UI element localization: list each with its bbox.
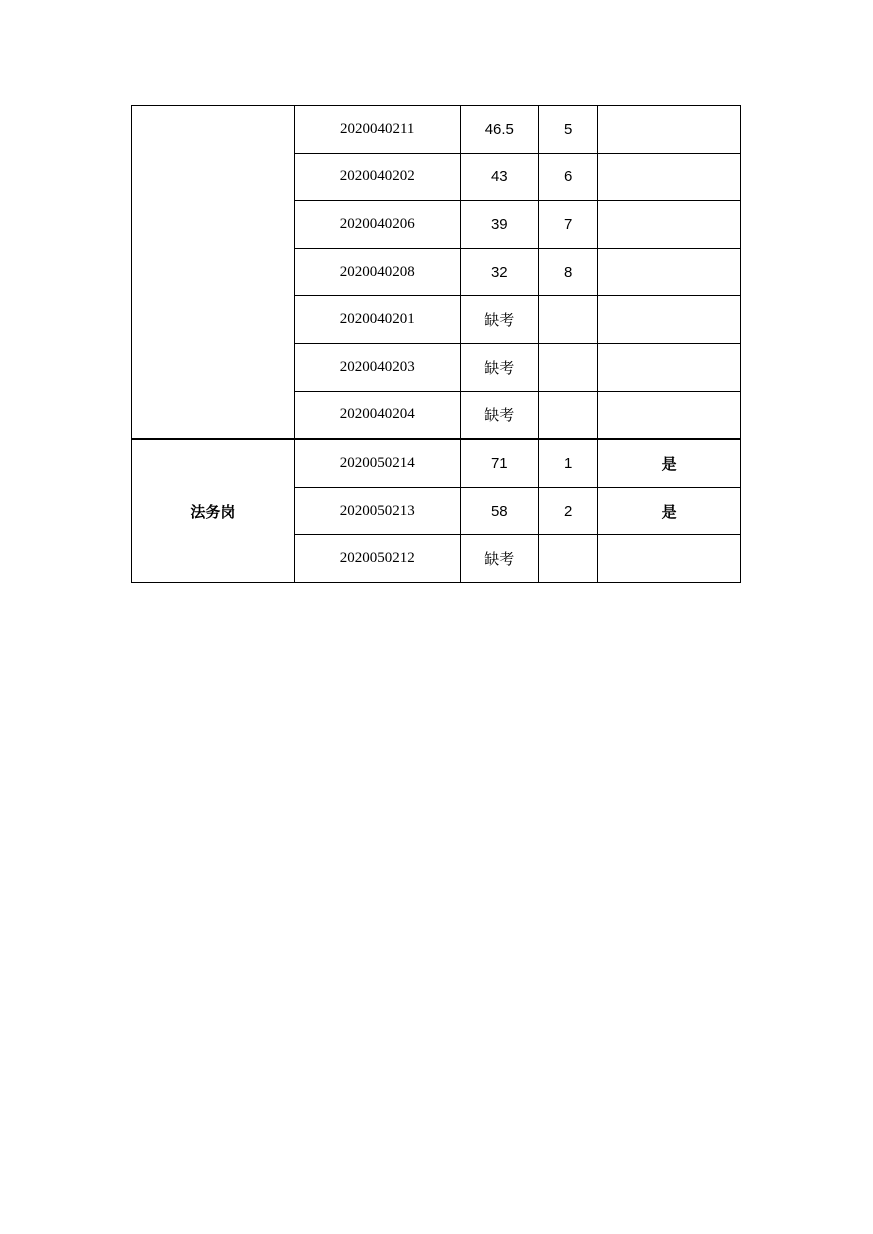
- candidate-id-cell: 2020040204: [294, 391, 460, 439]
- post-name-cell: [132, 106, 295, 440]
- candidate-id-cell: 2020040203: [294, 343, 460, 391]
- score-cell: 缺考: [460, 296, 538, 344]
- rank-cell: [538, 296, 597, 344]
- score-cell: 32: [460, 248, 538, 296]
- candidate-id-cell: 2020040202: [294, 153, 460, 201]
- interview-cell: [598, 248, 741, 296]
- rank-cell: [538, 343, 597, 391]
- score-cell: 缺考: [460, 343, 538, 391]
- interview-cell: 是: [598, 439, 741, 487]
- interview-cell: [598, 201, 741, 249]
- candidate-id-cell: 2020040206: [294, 201, 460, 249]
- interview-cell: [598, 391, 741, 439]
- rank-cell: 2: [538, 487, 597, 535]
- interview-cell: [598, 343, 741, 391]
- score-cell: 71: [460, 439, 538, 487]
- candidate-id-cell: 2020040208: [294, 248, 460, 296]
- table-row: [132, 439, 741, 487]
- score-cell: 缺考: [460, 535, 538, 583]
- rank-cell: 8: [538, 248, 597, 296]
- exam-results-table: [131, 105, 741, 583]
- rank-cell: 6: [538, 153, 597, 201]
- post-name-cell: 法务岗: [132, 439, 295, 582]
- candidate-id-cell: 2020050212: [294, 535, 460, 583]
- rank-cell: 7: [538, 201, 597, 249]
- candidate-id-cell: 2020040201: [294, 296, 460, 344]
- interview-cell: [598, 106, 741, 154]
- interview-cell: [598, 296, 741, 344]
- score-cell: 58: [460, 487, 538, 535]
- rank-cell: [538, 391, 597, 439]
- score-cell: 缺考: [460, 391, 538, 439]
- score-cell: 43: [460, 153, 538, 201]
- rank-cell: 1: [538, 439, 597, 487]
- score-cell: 46.5: [460, 106, 538, 154]
- rank-cell: 5: [538, 106, 597, 154]
- interview-cell: 是: [598, 487, 741, 535]
- interview-cell: [598, 153, 741, 201]
- candidate-id-cell: 2020050214: [294, 439, 460, 487]
- rank-cell: [538, 535, 597, 583]
- interview-cell: [598, 535, 741, 583]
- candidate-id-cell: 2020050213: [294, 487, 460, 535]
- table-row: [132, 106, 741, 154]
- score-cell: 39: [460, 201, 538, 249]
- candidate-id-cell: 2020040211: [294, 106, 460, 154]
